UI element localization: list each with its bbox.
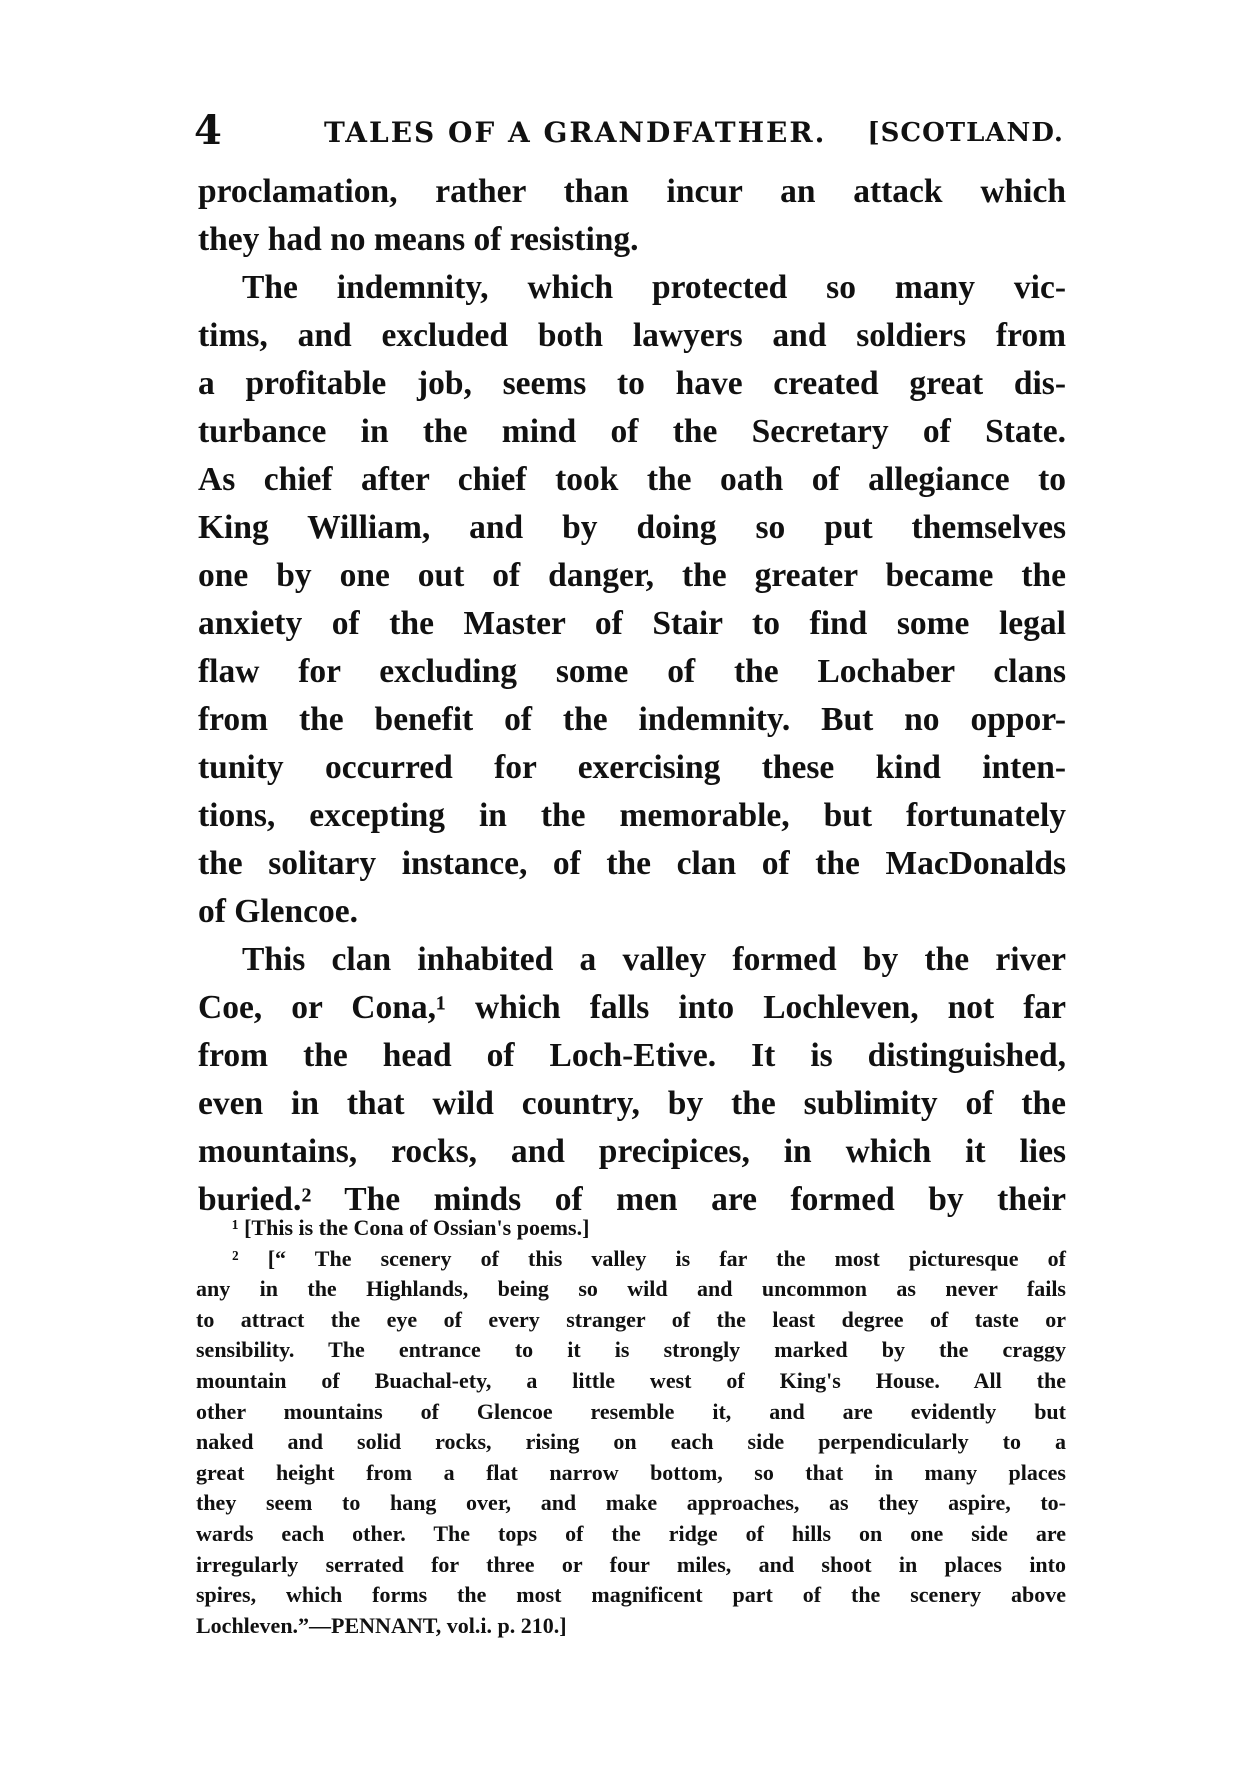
body-line: a profitable job, seems to have created great dis- bbox=[198, 365, 1066, 402]
body-line: from the head of Loch-Etive. It is distinguished, bbox=[198, 1037, 1066, 1074]
footnote-line: great height from a flat narrow bottom, so that in many places bbox=[196, 1459, 1066, 1485]
body-line: mountains, rocks, and precipices, in which it lies bbox=[198, 1133, 1066, 1170]
footnote-line: Lochleven.”—PENNANT, vol.i. p. 210.] bbox=[196, 1612, 567, 1638]
footnote-line: spires, which forms the most magnificent part of the scenery above bbox=[196, 1582, 1066, 1608]
footnote-line: irregularly serrated for three or four miles, and shoot in places into bbox=[196, 1551, 1066, 1577]
body-line: tunity occurred for exercising these kind inten- bbox=[198, 749, 1066, 786]
body-line: they had no means of resisting. bbox=[198, 221, 639, 258]
body-line: buried.² The minds of men are formed by their bbox=[198, 1181, 1066, 1218]
footnote-line: any in the Highlands, being so wild and uncommon as never fails bbox=[196, 1276, 1066, 1302]
running-head-title: TALES OF A GRANDFATHER. bbox=[324, 116, 827, 149]
body-line: even in that wild country, by the sublimity of the bbox=[198, 1085, 1066, 1122]
footnote-line: mountain of Buachal-ety, a little west of King's House. All the bbox=[196, 1367, 1066, 1393]
footnote-line: wards each other. The tops of the ridge of hills on one side are bbox=[196, 1520, 1066, 1546]
body-line: As chief after chief took the oath of allegiance to bbox=[198, 461, 1066, 498]
page-header bbox=[194, 108, 1064, 158]
footnote-line: other mountains of Glencoe resemble it, and are evidently but bbox=[196, 1398, 1066, 1424]
body-line: The indemnity, which protected so many vic- bbox=[242, 269, 1066, 306]
footnote-line: to attract the eye of every stranger of the least degree of taste or bbox=[196, 1306, 1066, 1332]
footnotes bbox=[196, 1213, 1066, 1641]
body-text bbox=[198, 168, 1066, 1224]
running-head-section: [SCOTLAND. bbox=[867, 118, 1064, 148]
footnote-line: sensibility. The entrance to it is strongly marked by the craggy bbox=[196, 1337, 1066, 1363]
body-line: one by one out of danger, the greater became the bbox=[198, 557, 1066, 594]
body-line: tims, and excluded both lawyers and soldiers from bbox=[198, 317, 1066, 354]
footnote-line: naked and solid rocks, rising on each side perpendicularly to a bbox=[196, 1429, 1066, 1455]
footnote-line: ¹ [This is the Cona of Ossian's poems.] bbox=[232, 1215, 590, 1240]
body-line: of Glencoe. bbox=[198, 893, 359, 930]
footnote-line: ² [“ The scenery of this valley is far the most picturesque of bbox=[232, 1245, 1066, 1271]
page-number: 4 bbox=[194, 107, 222, 154]
body-line: anxiety of the Master of Stair to find some legal bbox=[198, 605, 1066, 642]
body-line: proclamation, rather than incur an attack which bbox=[198, 173, 1066, 210]
body-line: King William, and by doing so put themselves bbox=[198, 509, 1066, 546]
body-line: tions, excepting in the memorable, but fortunately bbox=[198, 797, 1066, 834]
body-line: This clan inhabited a valley formed by the river bbox=[242, 941, 1066, 978]
body-line: the solitary instance, of the clan of the MacDonalds bbox=[198, 845, 1066, 882]
body-line: Coe, or Cona,¹ which falls into Lochleven, not far bbox=[198, 989, 1066, 1026]
body-line: flaw for excluding some of the Lochaber clans bbox=[198, 653, 1066, 690]
footnote-line: they seem to hang over, and make approaches, as they aspire, to- bbox=[196, 1490, 1066, 1516]
body-line: from the benefit of the indemnity. But no oppor- bbox=[198, 701, 1066, 738]
body-line: turbance in the mind of the Secretary of State. bbox=[198, 413, 1066, 450]
